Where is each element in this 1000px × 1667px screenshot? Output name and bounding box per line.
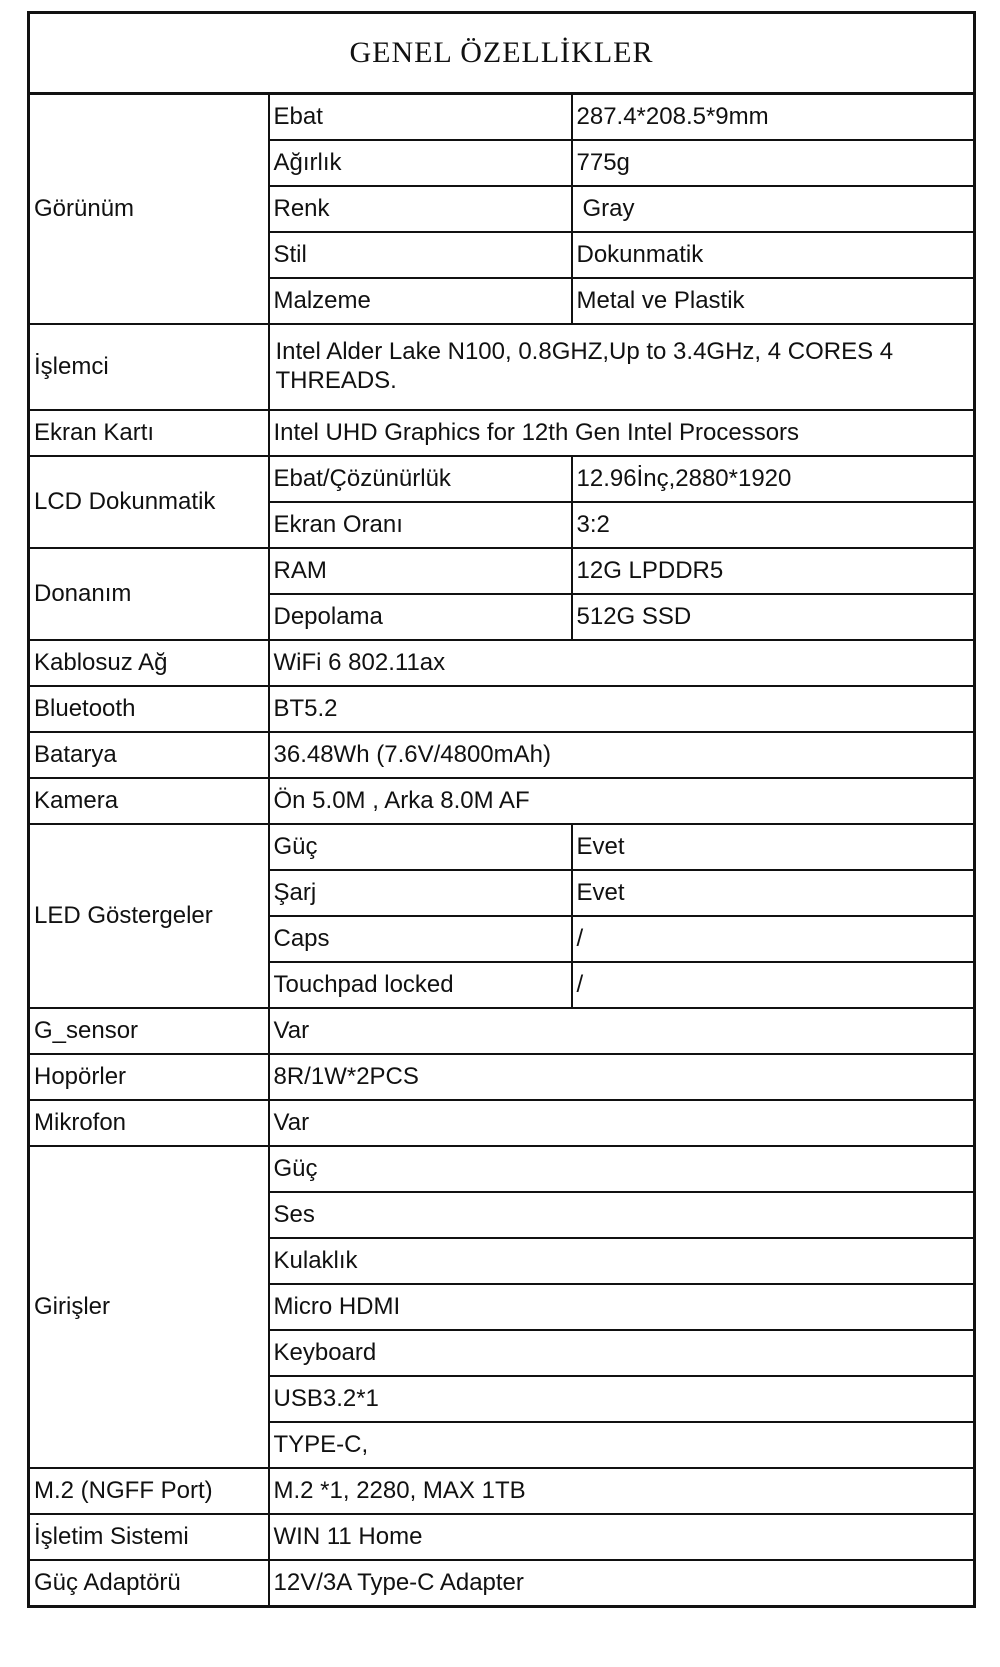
page-title: GENEL ÖZELLİKLER — [29, 13, 975, 94]
spec-table — [27, 11, 976, 1608]
spec-value: BT5.2 — [269, 686, 975, 732]
category-islemci: İşlemci — [29, 324, 269, 410]
table-row — [29, 778, 975, 824]
table-row — [29, 1100, 975, 1146]
table-row — [29, 686, 975, 732]
table-row — [29, 548, 975, 594]
table-row — [29, 1008, 975, 1054]
port-item: TYPE-C, — [269, 1422, 975, 1468]
spec-value: WiFi 6 802.11ax — [269, 640, 975, 686]
spec-value: / — [572, 916, 975, 962]
category-lcd: LCD Dokunmatik — [29, 456, 269, 548]
spec-name: Ağırlık — [269, 140, 572, 186]
spec-name: Ekran Oranı — [269, 502, 572, 548]
port-item: USB3.2*1 — [269, 1376, 975, 1422]
spec-value: Metal ve Plastik — [572, 278, 975, 324]
spec-value: Var — [269, 1100, 975, 1146]
category-kablosuz: Kablosuz Ağ — [29, 640, 269, 686]
spec-value: 775g — [572, 140, 975, 186]
spec-value: 287.4*208.5*9mm — [572, 94, 975, 141]
table-row — [29, 1560, 975, 1607]
spec-name: Malzeme — [269, 278, 572, 324]
spec-value: / — [572, 962, 975, 1008]
spec-value: 3:2 — [572, 502, 975, 548]
table-row — [29, 1468, 975, 1514]
category-bluetooth: Bluetooth — [29, 686, 269, 732]
spec-name: Güç — [269, 824, 572, 870]
category-g-sensor: G_sensor — [29, 1008, 269, 1054]
spec-name: Ebat/Çözünürlük — [269, 456, 572, 502]
category-hoporler: Hopörler — [29, 1054, 269, 1100]
category-adaptor: Güç Adaptörü — [29, 1560, 269, 1607]
table-row — [29, 324, 975, 410]
table-row — [29, 1054, 975, 1100]
spec-value: 512G SSD — [572, 594, 975, 640]
category-led: LED Göstergeler — [29, 824, 269, 1008]
spec-value: Evet — [572, 870, 975, 916]
spec-value: 12V/3A Type-C Adapter — [269, 1560, 975, 1607]
spec-name: Caps — [269, 916, 572, 962]
table-row — [29, 640, 975, 686]
table-row — [29, 732, 975, 778]
spec-value: 12.96İnç,2880*1920 — [572, 456, 975, 502]
spec-value: 12G LPDDR5 — [572, 548, 975, 594]
spec-value: 36.48Wh (7.6V/4800mAh) — [269, 732, 975, 778]
port-item: Kulaklık — [269, 1238, 975, 1284]
spec-name: Ebat — [269, 94, 572, 141]
port-item: Güç — [269, 1146, 975, 1192]
spec-value: WIN 11 Home — [269, 1514, 975, 1560]
category-isletim: İşletim Sistemi — [29, 1514, 269, 1560]
spec-name: Touchpad locked — [269, 962, 572, 1008]
spec-value: Var — [269, 1008, 975, 1054]
spec-value: 8R/1W*2PCS — [269, 1054, 975, 1100]
table-row — [29, 1146, 975, 1192]
category-kamera: Kamera — [29, 778, 269, 824]
spec-name: Renk — [269, 186, 572, 232]
table-row — [29, 1514, 975, 1560]
spec-value: Gray — [572, 186, 975, 232]
port-item: Keyboard — [269, 1330, 975, 1376]
table-row — [29, 824, 975, 870]
table-row — [29, 94, 975, 141]
port-item: Ses — [269, 1192, 975, 1238]
table-row — [29, 410, 975, 456]
table-row — [29, 456, 975, 502]
category-gorunum: Görünüm — [29, 94, 269, 325]
category-donanim: Donanım — [29, 548, 269, 640]
spec-value: Dokunmatik — [572, 232, 975, 278]
spec-value: Intel UHD Graphics for 12th Gen Intel Processors — [269, 410, 975, 456]
port-item: Micro HDMI — [269, 1284, 975, 1330]
spec-value: Ön 5.0M , Arka 8.0M AF — [269, 778, 975, 824]
category-ekran-karti: Ekran Kartı — [29, 410, 269, 456]
spec-value: Evet — [572, 824, 975, 870]
title-row — [29, 13, 975, 94]
category-m2: M.2 (NGFF Port) — [29, 1468, 269, 1514]
category-batarya: Batarya — [29, 732, 269, 778]
category-girisler: Girişler — [29, 1146, 269, 1468]
spec-name: Stil — [269, 232, 572, 278]
spec-value: M.2 *1, 2280, MAX 1TB — [269, 1468, 975, 1514]
spec-name: Şarj — [269, 870, 572, 916]
spec-value: Intel Alder Lake N100, 0.8GHZ,Up to 3.4GHz, 4 CORES 4 THREADS. — [269, 324, 975, 410]
category-mikrofon: Mikrofon — [29, 1100, 269, 1146]
spec-name: Depolama — [269, 594, 572, 640]
spec-name: RAM — [269, 548, 572, 594]
